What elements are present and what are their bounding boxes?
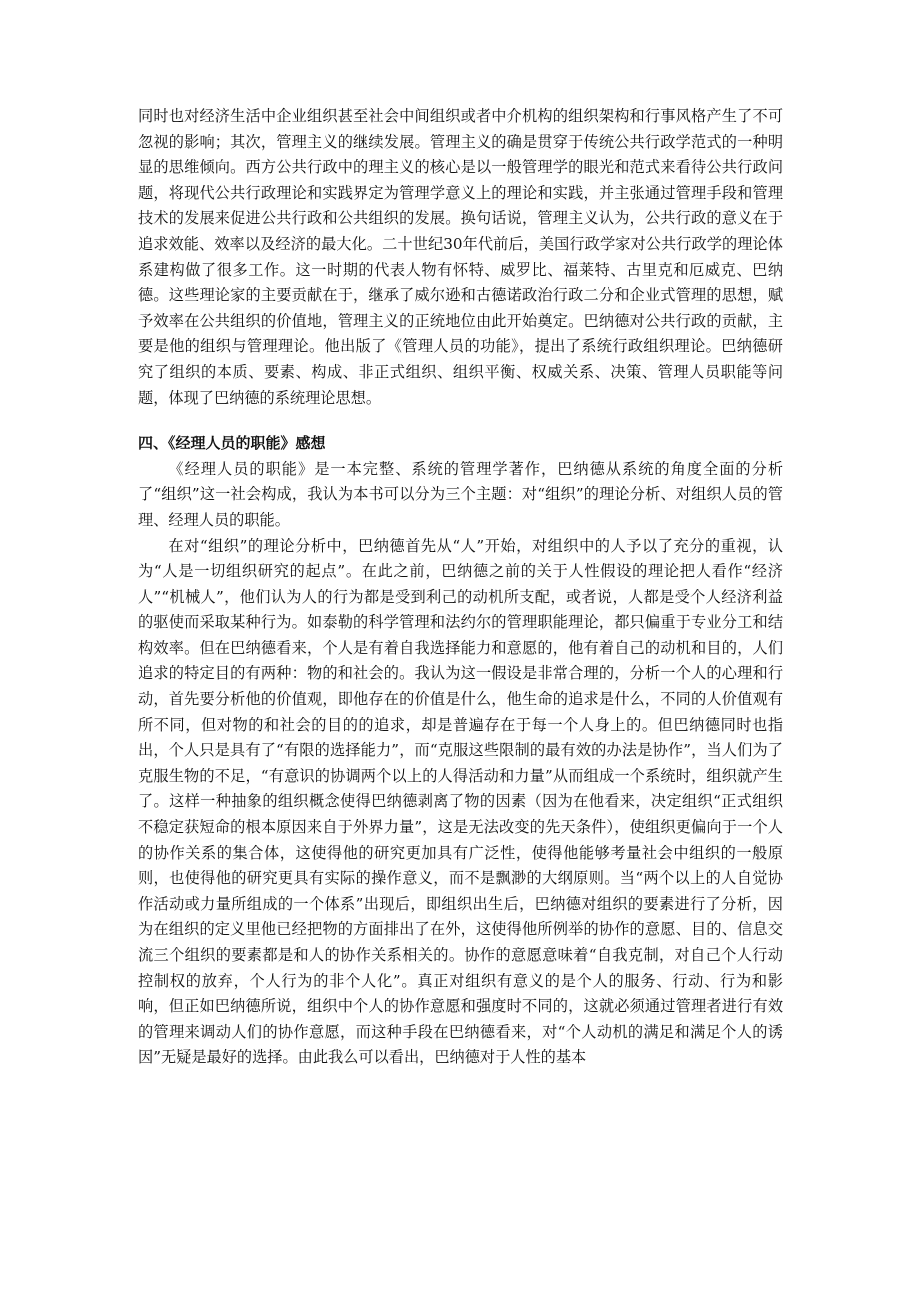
paragraph-organization-analysis: 在对“组织”的理论分析中，巴纳德首先从“人”开始，对组织中的人予以了充分的重视，认为“人是一切组织研究的起点”。在此之前，巴纳德之前的关于人性假设的理论把人看作“经济人”“机械人”，他们认为人的行为都是受到利己的动机所支配，或者说，人都是受个人经济利益的驱使而采取某种行为。如泰勒的科学管理和法约尔的管理职能理论，都只偏重于专业分工和结构效率。但在巴纳德看来，个人是有着自我选择能力和意愿的，他有着自己的动机和目的，人们追求的特定目的有两种：物的和社会的。我认为这一假设是非常合理的，分析一个人的心理和行动，首先要分析他的价值观，即他存在的价值是什么，他生命的追求是什么，不同的人价值观有所不同，但对物的和社会的目的的追求，却是普遍存在于每一个人身上的。但巴纳德同时也指出，个人只是具有了“有限的选择能力”，而“克服这些限制的最有效的办法是协作”，当人们为了克服生物的不足，“有意识的协调两个以上的人得活动和力量”从而组成一个系统时，组织就产生了。这样一种抽象的组织概念使得巴纳德剥离了物的因素（因为在他看来，决定组织“正式组织不稳定获短命的根本原因来自于外界力量”，这是无法改变的先天条件），使组织更偏向于一个人的协作关系的集合体，这使得他的研究更加具有广泛性，使得他能够考量社会中组织的一般原则，也使得他的研究更具有实际的操作意义，而不是飘渺的大纲原则。当“两个以上的人自觉协作活动或力量所组成的一个体系”出现后，即组织出生后，巴纳德对组织的要素进行了分析，因为在组织的定义里他已经把物的方面排出了在外，这使得他所例举的协作的意愿、目的、信息交流三个组织的要素都是和人的协作关系相关的。协作的意愿意味着“自我克制，对自己个人行动控制权的放弃，个人行为的非个人化”。真正对组织有意义的是个人的服务、行动、行为和影响，但正如巴纳德所说，组织中个人的协作意愿和强度时不同的，这就必须通过管理者进行有效的管理来调动人们的协作意愿，而这种手段在巴纳德看来，对“个人动机的满足和满足个人的诱因”无疑是最好的选择。由此我么可以看出，巴纳德对于人性的基本	[138, 536, 783, 1067]
paragraph-management-ism: 同时也对经济生活中企业组织甚至社会中间组织或者中介机构的组织架构和行事风格产生了不可忽视的影响；其次，管理主义的继续发展。管理主义的确是贯穿于传统公共行政学范式的一种明显的思维倾向。西方公共行政中的理主义的核心是以一般管理学的眼光和范式来看待公共行政问题，将现代公共行政理论和实践界定为管理学意义上的理论和实践，并主张通过管理手段和管理技术的发展来促进公共行政和公共组织的发展。换句话说，管理主义认为，公共行政的意义在于追求效能、效率以及经济的最大化。二十世纪30年代前后，美国行政学家对公共行政学的理论体系建构做了很多工作。这一时期的代表人物有怀特、威罗比、福莱特、古里克和厄威克、巴纳德。这些理论家的主要贡献在于，继承了威尔逊和古德诺政治行政二分和企业式管理的思想，赋予效率在公共组织的价值地，管理主义的正统地位由此开始奠定。巴纳德对公共行政的贡献，主要是他的组织与管理理论。他出版了《管理人员的功能》，提出了系统行政组织理论。巴纳德研究了组织的本质、要素、构成、非正式组织、组织平衡、权威关系、决策、管理人员职能等问题，体现了巴纳德的系统理论思想。	[138, 107, 783, 407]
document-page	[138, 104, 783, 1071]
paragraph-book-overview: 《经理人员的职能》是一本完整、系统的管理学著作，巴纳德从系统的角度全面的分析了“组织”这一社会构成，我认为本书可以分为三个主题：对“组织”的理论分析、对组织人员的管理、经理人员的职能。	[138, 459, 783, 529]
section-heading: 四、《经理人员的职能》感想	[138, 434, 326, 453]
